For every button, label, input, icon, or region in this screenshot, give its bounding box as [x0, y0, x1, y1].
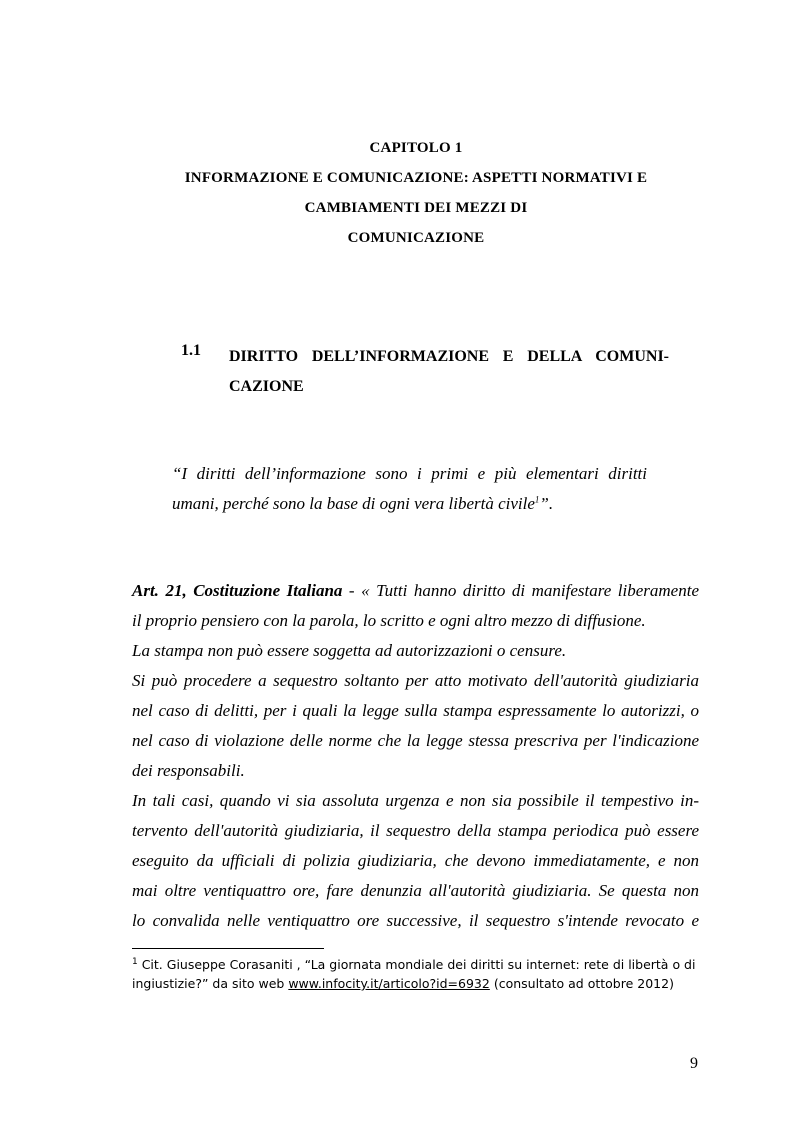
article-line: La stampa non può essere soggetta ad autorizzazioni o censure.: [132, 641, 567, 660]
article-line: nel caso di delitti, per i quali la legge sulla stampa espressamente lo autorizzi, o: [132, 701, 699, 720]
article-line: nel caso di violazione delle norme che la legge stessa prescriva per l'indicazione: [132, 731, 699, 750]
quote-line-1: “I diritti dell’informazione sono i primi e più elementari diritti: [172, 464, 647, 483]
article-reference: Art. 21, Costituzione Italiana: [132, 581, 343, 600]
footnote-separator: [132, 948, 324, 949]
footnote-line-1: [132, 955, 699, 974]
article-line: dei responsabili.: [132, 761, 245, 780]
footnote: [132, 955, 699, 993]
page-number: 9: [690, 1055, 698, 1072]
footnote-line-2: [132, 974, 699, 993]
article-line: eseguito da ufficiali di polizia giudiziaria, che devono immediatamente, e non: [132, 851, 699, 870]
article-line: mai oltre ventiquattro ore, fare denunzia all'autorità giudiziaria. Se questa non: [132, 881, 699, 900]
article-text: [132, 576, 699, 936]
article-line: il proprio pensiero con la parola, lo scritto e ogni altro mezzo di diffusione.: [132, 611, 646, 630]
section-title-line-2: CAZIONE: [229, 378, 304, 395]
chapter-title-line-3: COMUNICAZIONE: [347, 230, 485, 246]
source-link[interactable]: www.infocity.it/articolo?id=6932: [288, 976, 490, 991]
article-line: lo convalida nelle ventiquattro ore successive, il sequestro s'intende revocato e: [132, 911, 699, 930]
footnote-text-3: (consultato ad ottobre 2012): [489, 976, 674, 991]
footnote-text-1: Cit. Giuseppe Corasaniti , “La giornata mondiale dei diritti su internet: rete di libertà o di: [137, 957, 696, 972]
footnote-number: 1: [132, 956, 138, 967]
chapter-title-line-2: CAMBIAMENTI DEI MEZZI DI: [304, 200, 528, 216]
article-line-0: [132, 576, 699, 606]
article-line: tervento dell'autorità giudiziaria, il sequestro della stampa periodica può essere: [132, 821, 699, 840]
article-first-line-rest: - « Tutti hanno diritto di manifestare liberamente: [342, 581, 699, 600]
section-number: 1.1: [181, 342, 201, 359]
chapter-title-line-1: INFORMAZIONE E COMUNICAZIONE: ASPETTI NORMATIVI E: [184, 170, 648, 186]
footnote-reference[interactable]: 1: [534, 494, 540, 505]
article-line: Si può procedere a sequestro soltanto per atto motivato dell'autorità giudiziaria: [132, 671, 699, 690]
chapter-label: CAPITOLO 1: [369, 140, 463, 156]
section-title: [229, 342, 669, 402]
quote-closing: ”.: [539, 494, 554, 513]
quote-line-2: [172, 489, 647, 519]
chapter-heading: [130, 133, 702, 253]
section-title-line-1: DIRITTO DELL’INFORMAZIONE E DELLA COMUNI-: [229, 348, 669, 365]
footnote-text-2: ingiustizie?” da sito web: [132, 976, 289, 991]
quote-line-2-text: umani, perché sono la base di ogni vera libertà civile: [172, 494, 535, 513]
epigraph-quote: [172, 459, 647, 519]
article-line: In tali casi, quando vi sia assoluta urgenza e non sia possibile il tempestivo in-: [132, 791, 699, 810]
